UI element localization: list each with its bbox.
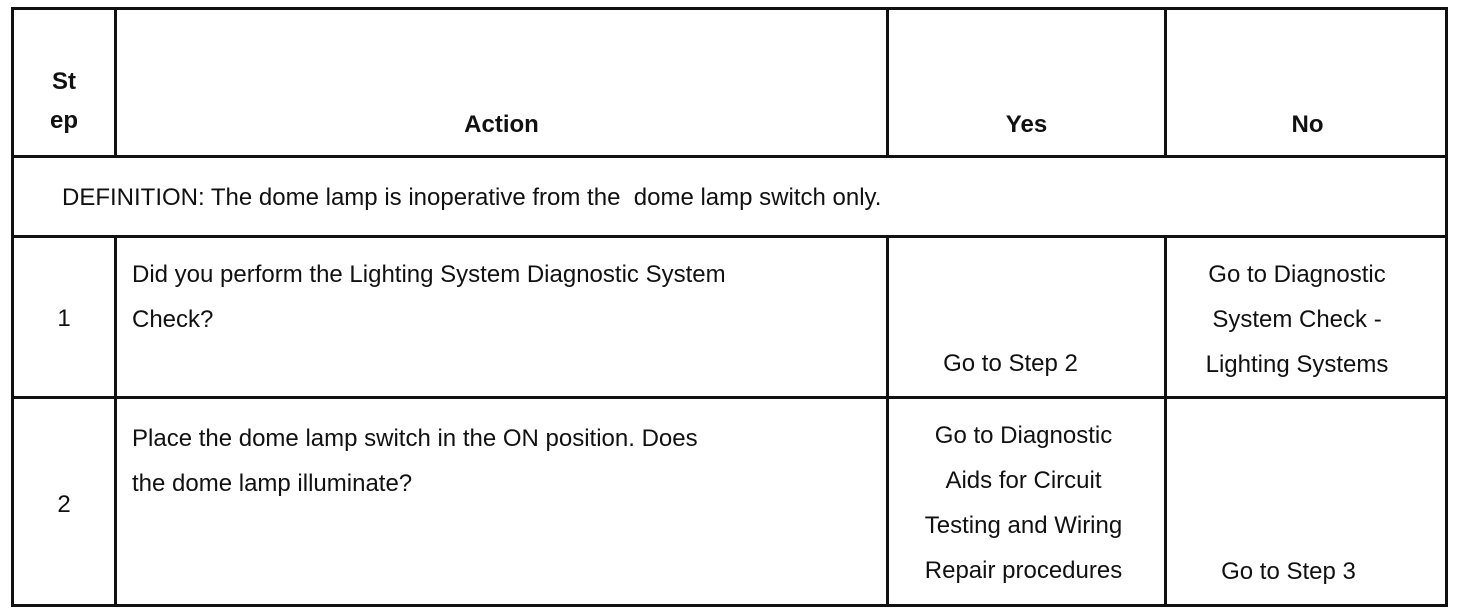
row-1-action: Did you perform the Lighting System Diagnostic System Check? [132, 261, 726, 333]
header-action: Action [464, 111, 539, 138]
row-2-step: 2 [57, 491, 71, 518]
row-1-no: Go to Diagnostic System Check - Lighting Systems [1205, 261, 1389, 378]
header-step: St ep [49, 68, 78, 134]
column-divider [114, 235, 117, 604]
definition-divider [14, 235, 1445, 238]
row-1-yes: Go to Step 2 [943, 350, 1078, 377]
row-divider [14, 396, 1445, 399]
definition-text: DEFINITION: The dome lamp is inoperative from the dome lamp switch only. [62, 184, 882, 211]
row-2-action: Place the dome lamp switch in the ON position. Does the dome lamp illuminate? [132, 425, 698, 497]
header-yes: Yes [1005, 111, 1048, 138]
row-2-yes: Go to Diagnostic Aids for Circuit Testing and Wiring Repair procedures [924, 422, 1123, 584]
row-2-no: Go to Step 3 [1221, 558, 1356, 585]
header-divider [14, 155, 1445, 158]
row-1-step: 1 [57, 305, 71, 332]
diagnostic-table [11, 7, 1448, 607]
header-no: No [1291, 111, 1324, 138]
